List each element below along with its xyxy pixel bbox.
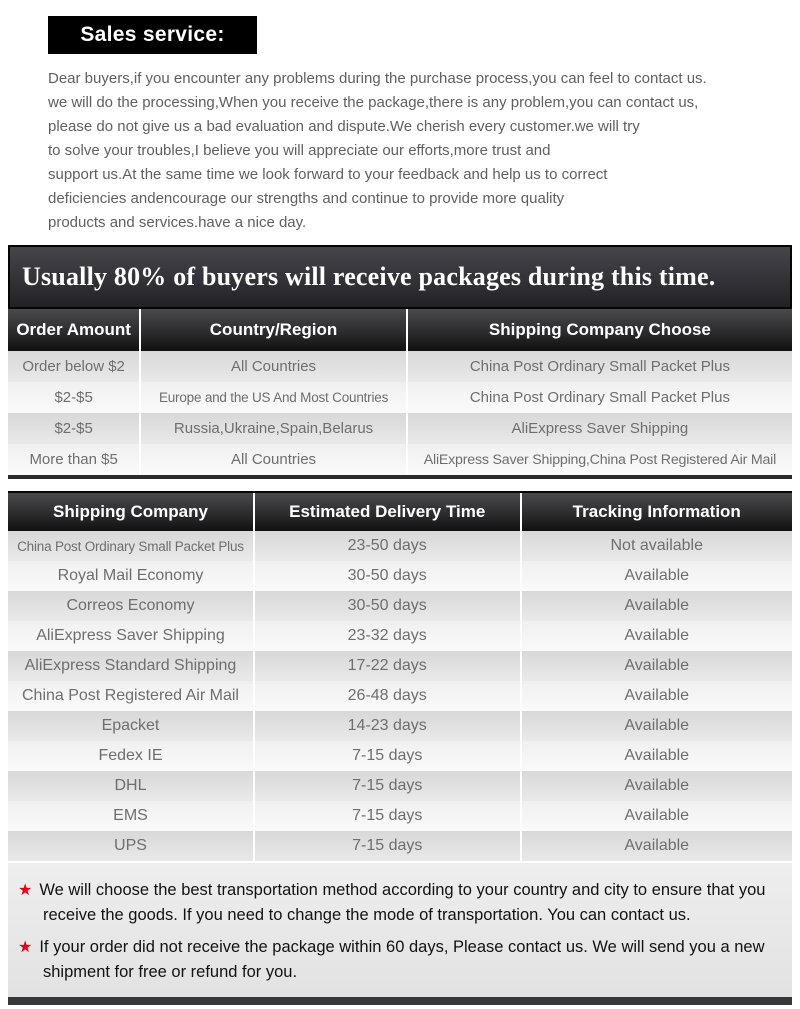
table-cell: Available <box>624 627 690 644</box>
footnote <box>18 935 780 985</box>
sales-service-badge <box>48 16 257 54</box>
table-cell: 23-50 days <box>255 531 522 561</box>
shipping-banner-title: Usually 80% of buyers will receive packages during this time. <box>22 262 716 291</box>
table-cell: AliExpress Standard Shipping <box>8 651 255 681</box>
table-cell: 17-22 days <box>255 651 522 681</box>
intro-line: to solve your troubles,I believe you will appreciate our efforts,more trust and <box>48 142 551 159</box>
table-cell: Available <box>624 807 690 824</box>
table-cell: AliExpress Saver Shipping <box>8 621 255 651</box>
header-cell-estimated-delivery-time: Estimated Delivery Time <box>255 493 522 531</box>
table-cell: AliExpress Saver Shipping,China Post Registered Air Mail <box>423 451 777 468</box>
star-icon: ★ <box>18 939 33 956</box>
intro-line: please do not give us a bad evaluation and dispute.We cherish every customer.we will try <box>48 118 640 135</box>
table-cell: Not available <box>610 537 703 554</box>
header-cell-shipping-company: Shipping Company <box>8 493 255 531</box>
table-row <box>8 711 792 741</box>
table-cell: Available <box>624 777 690 794</box>
table-cell: $2-$5 <box>8 382 141 413</box>
table-cell: Available <box>624 747 690 764</box>
header-cell-shipping-company-choose: Shipping Company Choose <box>488 320 711 339</box>
table-cell: All Countries <box>141 351 408 382</box>
intro-line: support us.At the same time we look forward to your feedback and help us to correct <box>48 166 608 183</box>
shipping-banner <box>8 245 792 309</box>
table-row <box>8 651 792 681</box>
table-cell: Available <box>624 837 690 854</box>
table-cell: 7-15 days <box>255 741 522 771</box>
table-cell: Russia,Ukraine,Spain,Belarus <box>141 413 408 444</box>
table-row <box>8 351 792 382</box>
table-cell: Available <box>624 597 690 614</box>
table-cell: UPS <box>8 831 255 861</box>
table-cell: 26-48 days <box>255 681 522 711</box>
sales-service-label: Sales service: <box>80 23 225 46</box>
table-cell: Order below $2 <box>8 351 141 382</box>
delivery-header-row <box>8 491 792 531</box>
table-row <box>8 831 792 861</box>
table-cell: EMS <box>8 801 255 831</box>
table-cell: Available <box>624 717 690 734</box>
table-cell: More than $5 <box>8 444 141 475</box>
delivery-time-table <box>8 491 792 1005</box>
table-row <box>8 741 792 771</box>
table-cell: 7-15 days <box>255 801 522 831</box>
table-row <box>8 771 792 801</box>
table-cell: 30-50 days <box>255 591 522 621</box>
header-cell-tracking-information: Tracking Information <box>572 502 741 521</box>
table-cell: AliExpress Saver Shipping <box>511 420 689 437</box>
bottom-divider-bar <box>8 997 792 1005</box>
table-cell: Available <box>624 567 690 584</box>
table-row <box>8 413 792 444</box>
shipping-choice-table <box>8 245 792 479</box>
table-row <box>8 801 792 831</box>
table-cell: 14-23 days <box>255 711 522 741</box>
table-cell: China Post Ordinary Small Packet Plus <box>8 531 255 561</box>
table-cell: China Post Registered Air Mail <box>8 681 255 711</box>
footnotes-panel <box>8 861 792 997</box>
table-cell: China Post Ordinary Small Packet Plus <box>469 389 730 406</box>
header-cell-country-region: Country/Region <box>141 309 408 351</box>
table-row <box>8 681 792 711</box>
table-cell: DHL <box>8 771 255 801</box>
footnote-text: If your order did not receive the package within 60 days, Please contact us. We will send you a new shipment for free or refund for you. <box>39 938 765 981</box>
table-row <box>8 382 792 413</box>
star-icon: ★ <box>18 882 33 899</box>
table-row <box>8 591 792 621</box>
table-cell: Available <box>624 687 690 704</box>
intro-line: deficiencies andencourage our strengths and continue to provide more quality <box>48 190 565 207</box>
table-row <box>8 531 792 561</box>
table-row <box>8 444 792 475</box>
shipping-choice-header-row <box>8 309 792 351</box>
table-cell: Fedex IE <box>8 741 255 771</box>
table-cell: $2-$5 <box>8 413 141 444</box>
table-cell: All Countries <box>141 444 408 475</box>
table-row <box>8 561 792 591</box>
table-cell: Available <box>624 657 690 674</box>
table-cell: China Post Ordinary Small Packet Plus <box>469 358 730 375</box>
table-cell: 7-15 days <box>255 771 522 801</box>
header-cell-order-amount: Order Amount <box>8 309 141 351</box>
table-cell: Royal Mail Economy <box>8 561 255 591</box>
footnote-text: We will choose the best transportation method according to your country and city to ensure that you receive the goods. If you need to change the mode of transportation. You can contact us. <box>39 881 766 924</box>
table-row <box>8 621 792 651</box>
footnote <box>18 878 780 928</box>
table-cell: 23-32 days <box>255 621 522 651</box>
intro-line: Dear buyers,if you encounter any problems during the purchase process,you can feel to contact us. <box>48 70 707 87</box>
table-cell: 30-50 days <box>255 561 522 591</box>
table-cell: 7-15 days <box>255 831 522 861</box>
table-cell: Correos Economy <box>8 591 255 621</box>
table-cell: Europe and the US And Most Countries <box>141 382 408 413</box>
table-bottom-border <box>8 475 792 479</box>
intro-paragraph <box>48 67 780 235</box>
intro-line: products and services.have a nice day. <box>48 214 307 231</box>
table-cell: Epacket <box>8 711 255 741</box>
intro-line: we will do the processing,When you receive the package,there is any problem,you can contact us, <box>48 94 699 111</box>
